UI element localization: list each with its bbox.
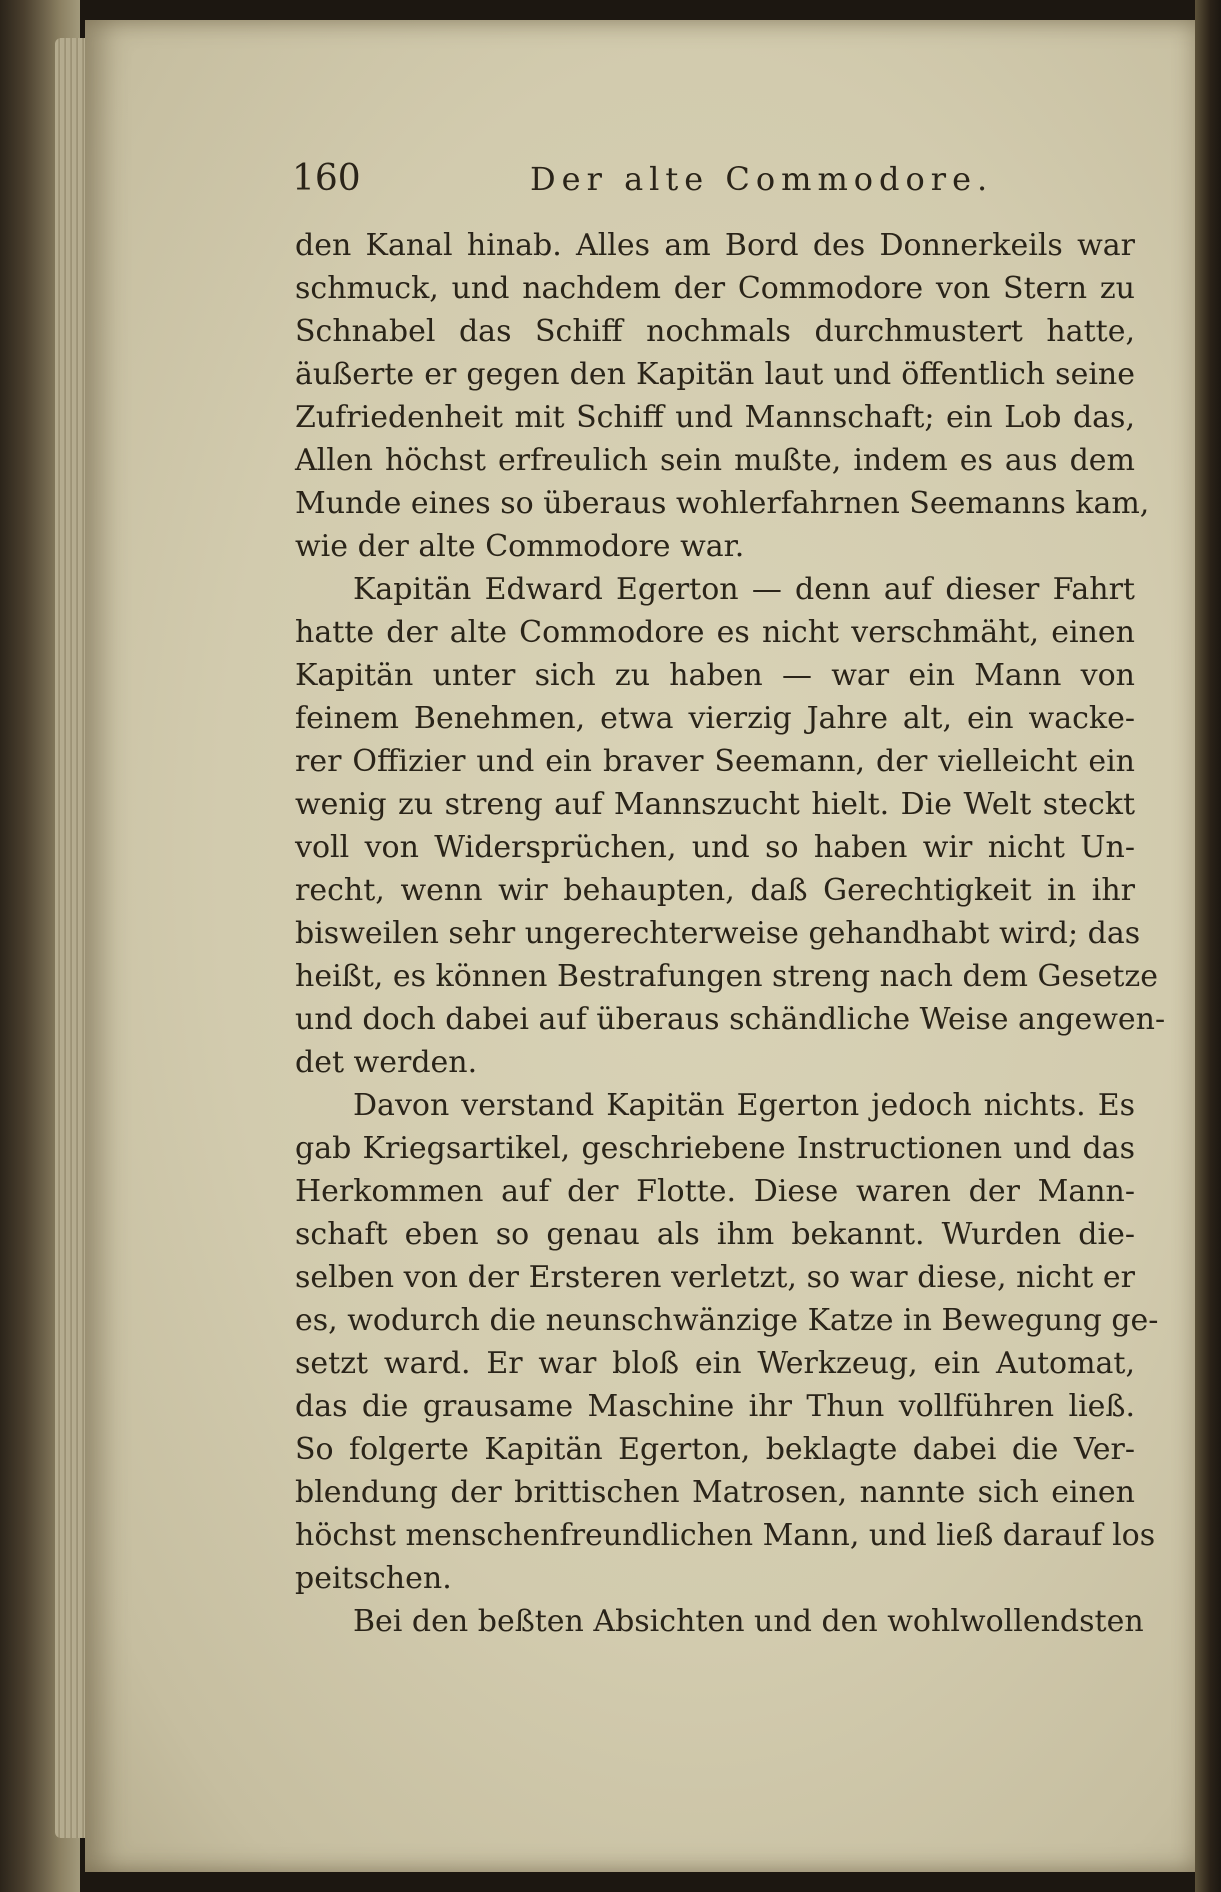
text-line: und doch dabei auf überaus schändliche Weise angewen-	[295, 1002, 1166, 1037]
text-line: rer Offizier und ein braver Seemann, der vielleicht ein	[295, 744, 1135, 779]
text-line: voll von Widersprüchen, und so haben wir nicht Un-	[295, 830, 1135, 865]
text-line: So folgerte Kapitän Egerton, beklagte dabei die Ver-	[295, 1432, 1135, 1467]
page-number: 160	[292, 158, 361, 199]
text-line: blendung der brittischen Matrosen, nannte sich einen	[295, 1475, 1135, 1510]
text-line: es, wodurch die neunschwänzige Katze in Bewegung ge-	[295, 1303, 1159, 1338]
text-line: wie der alte Commodore war.	[295, 529, 745, 564]
text-line: äußerte er gegen den Kapitän laut und öffentlich seine	[295, 357, 1135, 392]
text-line: schaft eben so genau als ihm bekannt. Wurden die-	[295, 1217, 1135, 1252]
text-line: das die grausame Maschine ihr Thun vollführen ließ.	[295, 1389, 1135, 1424]
running-title: Der alte Commodore.	[530, 160, 994, 198]
text-line: recht, wenn wir behaupten, daß Gerechtigkeit in ihr	[295, 873, 1135, 908]
text-line: wenig zu streng auf Mannszucht hielt. Die Welt steckt	[295, 787, 1135, 822]
text-line: bisweilen sehr ungerechterweise gehandhabt wird; das	[295, 916, 1141, 951]
text-line: det werden.	[295, 1045, 478, 1080]
text-line: setzt ward. Er war bloß ein Werkzeug, ein Automat,	[295, 1346, 1135, 1381]
text-line: den Kanal hinab. Alles am Bord des Donnerkeils war	[295, 228, 1135, 263]
body-text	[295, 224, 1166, 1643]
paragraph-first-line: Kapitän Edward Egerton — denn auf dieser Fahrt	[353, 572, 1135, 607]
text-line: gab Kriegsartikel, geschriebene Instructionen und das	[295, 1131, 1135, 1166]
text-line: hatte der alte Commodore es nicht verschmäht, einen	[295, 615, 1135, 650]
text-line: Allen höchst erfreulich sein mußte, indem es aus dem	[295, 443, 1135, 478]
text-line: schmuck, und nachdem der Commodore von Stern zu	[295, 271, 1135, 306]
text-line: höchst menschenfreundlichen Mann, und ließ darauf los	[295, 1518, 1156, 1553]
paragraph-first-line: Davon verstand Kapitän Egerton jedoch nichts. Es	[353, 1088, 1135, 1123]
text-line: Schnabel das Schiff nochmals durchmustert hatte,	[295, 314, 1135, 349]
text-line: Kapitän unter sich zu haben — war ein Mann von	[295, 658, 1135, 693]
page-header	[292, 156, 1137, 202]
text-line: Munde eines so überaus wohlerfahrnen Seemanns kam,	[295, 486, 1150, 521]
text-line: feinem Benehmen, etwa vierzig Jahre alt, ein wacke-	[295, 701, 1135, 736]
paragraph-first-line: Bei den beßten Absichten und den wohlwollendsten	[353, 1604, 1144, 1639]
page-right-edge	[1195, 0, 1221, 1892]
text-line: Herkommen auf der Flotte. Diese waren der Mann-	[295, 1174, 1135, 1209]
text-line: peitschen.	[295, 1561, 452, 1596]
text-line: selben von der Ersteren verletzt, so war diese, nicht er	[295, 1260, 1135, 1295]
text-line: Zufriedenheit mit Schiff und Mannschaft; ein Lob das,	[295, 400, 1135, 435]
text-line: heißt, es können Bestrafungen streng nach dem Gesetze	[295, 959, 1158, 994]
